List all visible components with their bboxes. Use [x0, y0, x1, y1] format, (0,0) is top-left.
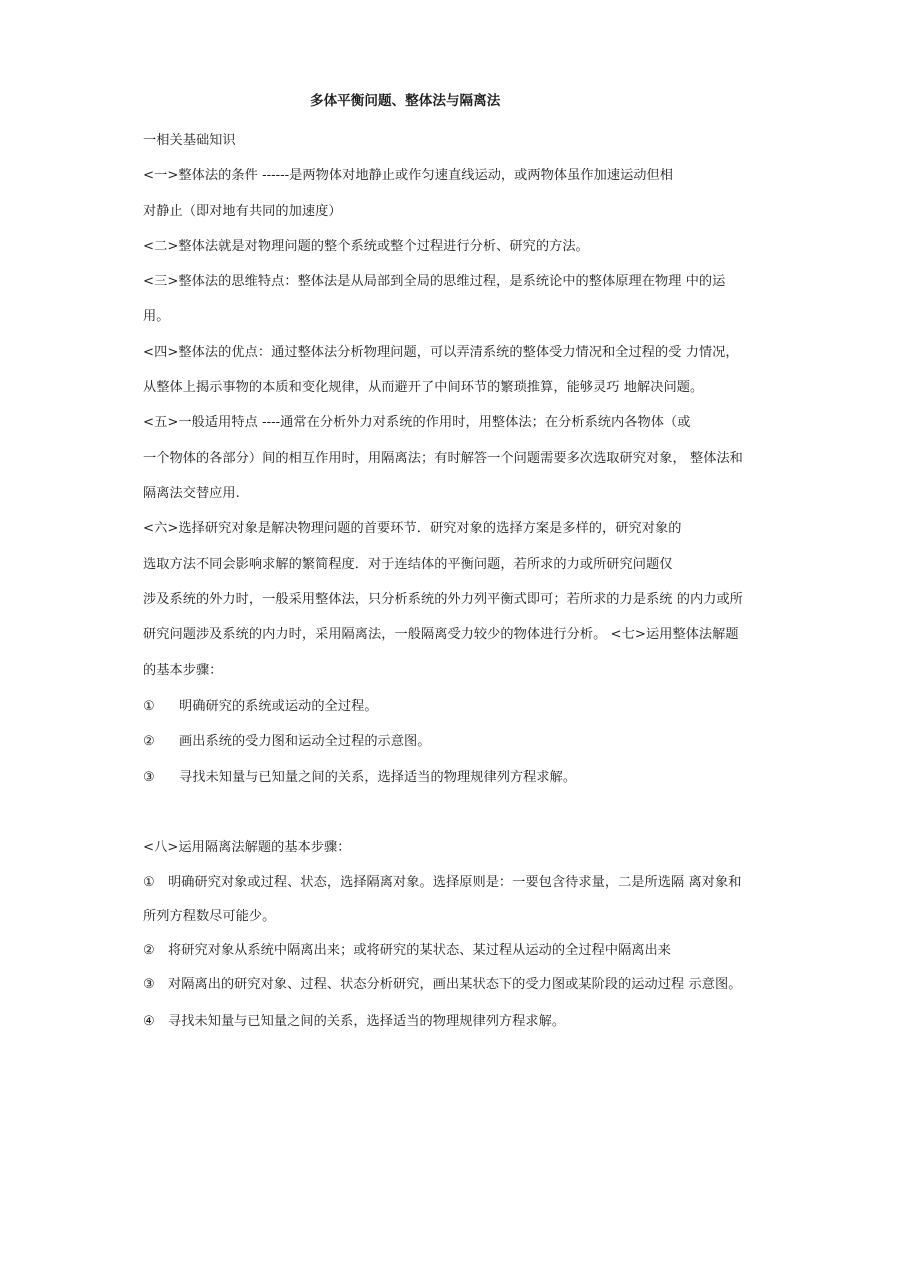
section-heading: <八>运用隔离法解题的基本步骤： — [143, 840, 351, 855]
step-number: ③ — [143, 770, 155, 785]
step-number: ① — [143, 875, 155, 890]
step-number: ③ — [143, 977, 155, 992]
step-text: 画出系统的受力图和运动全过程的示意图。 — [179, 734, 431, 749]
step-text: 明确研究的系统或运动的全过程。 — [179, 699, 378, 714]
step-number: ① — [143, 699, 155, 714]
paragraph-line: <六>选择研究对象是解决物理问题的首要环节．研究对象的选择方案是多样的，研究对象的 — [143, 521, 682, 536]
paragraph-line: 隔离法交替应用. — [143, 486, 240, 501]
paragraph-line: 的基本步骤： — [143, 663, 223, 678]
paragraph-line: <五>一般适用特点 ----通常在分析外力对系统的作用时，用整体法；在分析系统内各物体（或 — [143, 415, 691, 430]
paragraph-line: 一个物体的各部分）间的相互作用时，用隔离法；有时解答一个问题需要多次选取研究对象， 整体法和 — [143, 451, 743, 466]
paragraph-line: 选取方法不同会影响求解的繁简程度．对于连结体的平衡问题，若所求的力或所研究问题仅 — [143, 557, 673, 572]
step-number: ② — [143, 943, 155, 958]
paragraph-line: <三>整体法的思维特点：整体法是从局部到全局的思维过程，是系统论中的整体原理在物理 中的运 — [143, 274, 726, 289]
document-title: 多体平衡问题、整体法与隔离法 — [310, 93, 501, 109]
step-text: 寻找未知量与已知量之间的关系，选择适当的物理规律列方程求解。 — [179, 770, 577, 785]
paragraph-line: 涉及系统的外力时，一般采用整体法，只分析系统的外力列平衡式即可；若所求的力是系统 的内力或所 — [143, 592, 743, 607]
paragraph-line: 研究问题涉及系统的内力时，采用隔离法，一般隔离受力较少的物体进行分析。 <七>运用整体法解题 — [143, 627, 739, 642]
paragraph-line: <一>整体法的条件 ------是两物体对地静止或作匀速直线运动，或两物体虽作加速运动但相 — [143, 168, 674, 183]
step-text-continued: 所列方程数尽可能少。 — [143, 909, 276, 924]
paragraph-line: 对静止（即对地有共同的加速度） — [143, 204, 342, 219]
step-number: ② — [143, 734, 155, 749]
step-text: 将研究对象从系统中隔离出来；或将研究的某状态、某过程从运动的全过程中隔离出来 — [168, 943, 672, 958]
step-text: 对隔离出的研究对象、过程、状态分析研究，画出某状态下的受力图或某阶段的运动过程 示意图。 — [168, 977, 742, 992]
paragraph-line: 用。 — [143, 309, 170, 324]
paragraph-line: 从整体上揭示事物的本质和变化规律，从而避开了中间环节的繁琐推算，能够灵巧 地解决问题。 — [143, 380, 704, 395]
step-text: 明确研究对象或过程、状态，选择隔离对象。选择原则是：一要包含待求量，二是所选隔 离对象和 — [168, 875, 742, 890]
paragraph-line: <二>整体法就是对物理问题的整个系统或整个过程进行分析、研究的方法。 — [143, 239, 589, 254]
step-number: ④ — [143, 1014, 155, 1029]
paragraph-line: <四>整体法的优点：通过整体法分析物理问题，可以弄清系统的整体受力情况和全过程的受 力情况， — [143, 345, 739, 360]
section-heading: 一相关基础知识 — [143, 133, 236, 148]
step-text: 寻找未知量与已知量之间的关系，选择适当的物理规律列方程求解。 — [168, 1014, 566, 1029]
